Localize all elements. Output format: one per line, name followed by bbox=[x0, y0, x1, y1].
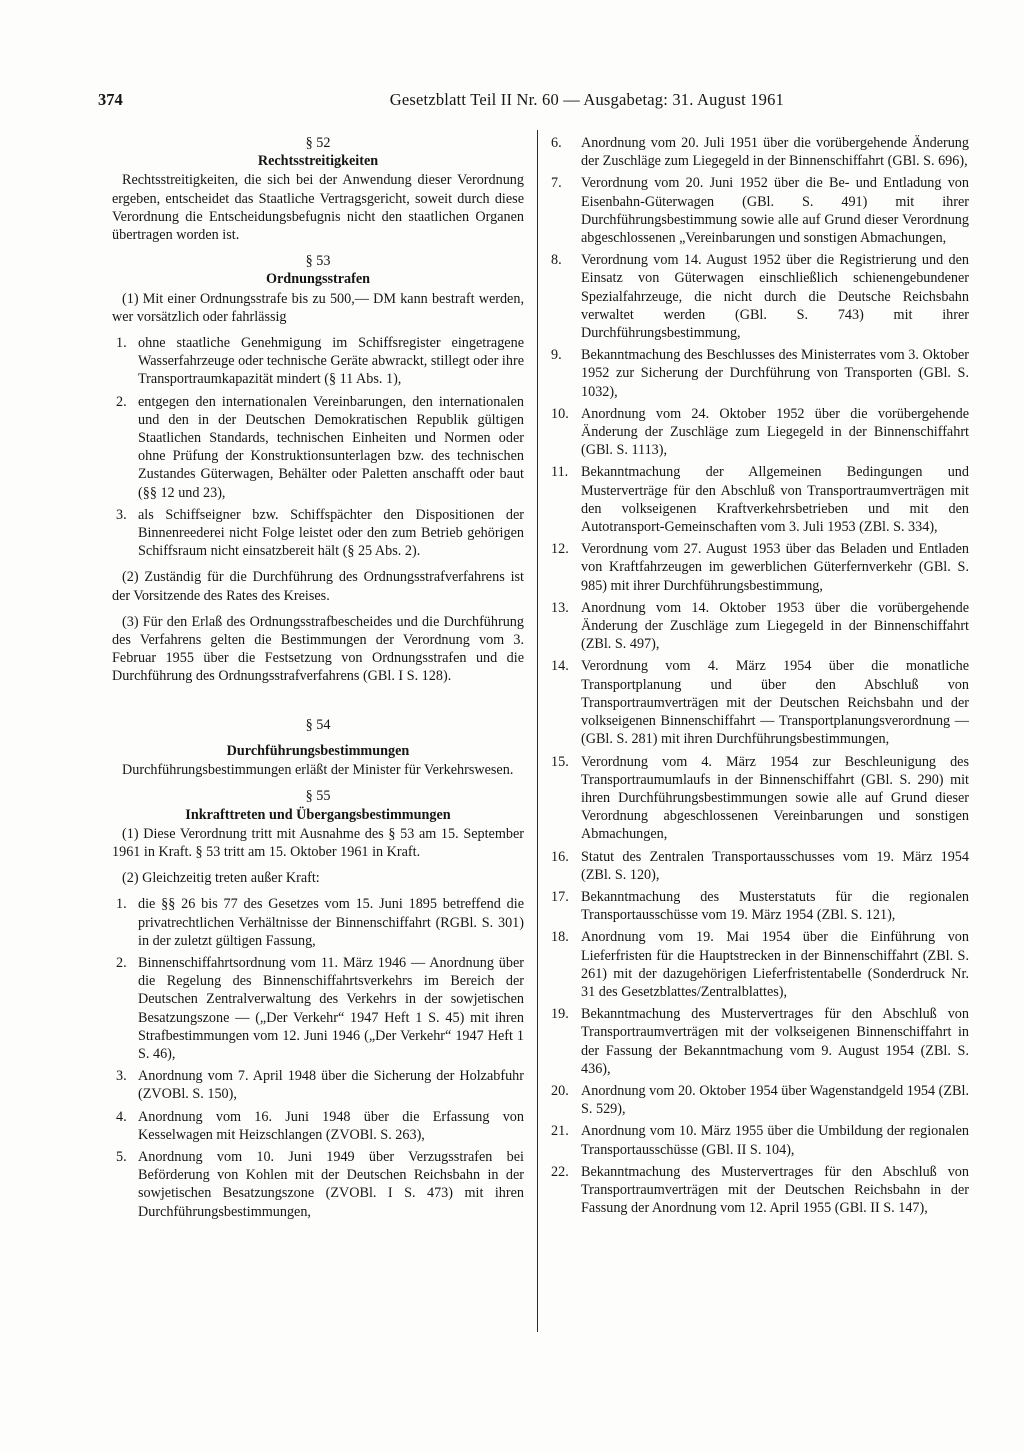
page-number: 374 bbox=[98, 90, 123, 109]
list-item bbox=[112, 895, 524, 950]
list-item bbox=[551, 1005, 969, 1078]
item-number: 1. bbox=[116, 896, 127, 913]
item-text: Verordnung vom 27. August 1953 über das Beladen und Entladen von Kraftfahrzeugen im gewerblichen Güterfernverkehr (GBl. S. 985) mit ihrer Durchführungsbestimmung, bbox=[581, 541, 969, 594]
item-number: 14. bbox=[551, 658, 569, 675]
item-text: Anordnung vom 24. Oktober 1952 über die vorübergehende Änderung der Zuschläge zum Liegegeld in der Binnenschiffahrt (GBl. S. 1113), bbox=[581, 405, 969, 459]
item-number: 15. bbox=[551, 753, 569, 770]
item-number: 10. bbox=[551, 405, 569, 422]
item-number: 13. bbox=[551, 599, 569, 616]
item-number: 20. bbox=[551, 1082, 569, 1099]
paragraph: (2) Gleichzeitig treten außer Kraft: bbox=[122, 870, 320, 887]
item-text: als Schiffseigner bzw. Schiffspächter den Dispositionen der Binnenreederei nicht Folge leistet oder den zum Betrieb gehörigen Schiffsraum nicht einsatzbereit hält (§ 25 Abs. 2). bbox=[138, 506, 524, 560]
section-number: § 55 bbox=[305, 788, 331, 805]
item-text: entgegen den internationalen Vereinbarungen, den internationalen und den in der Deutschen Demokratischen Republik gültigen Staatlichen Standards, technischen Einheiten und Normen oder ohne Prüfung der Konstruktionsunterlagen bzw. des technischen Zustandes Güterwagen, Behälter oder Paletten anschafft oder baut (§§ 12 und 23), bbox=[138, 393, 524, 501]
list-item bbox=[112, 954, 524, 1063]
column-divider bbox=[537, 130, 538, 1332]
left-column bbox=[112, 134, 524, 1229]
section-53 bbox=[112, 252, 524, 685]
item-text: Anordnung vom 20. Juli 1951 über die vorübergehende Änderung der Zuschläge zum Liegegeld in der Binnenschiffahrt (GBl. S. 696), bbox=[581, 135, 969, 170]
item-number: 1. bbox=[116, 335, 127, 352]
list-item bbox=[112, 506, 524, 561]
item-number: 16. bbox=[551, 848, 569, 865]
item-number: 19. bbox=[551, 1006, 569, 1023]
section-52 bbox=[112, 134, 524, 244]
item-number: 3. bbox=[116, 1068, 127, 1085]
item-text: Anordnung vom 10. Juni 1949 über Verzugsstrafen bei Beförderung von Kohlen mit der Deutschen Reichsbahn in der sowjetischen Besatzungszone (ZVOBl. I S. 473) mit ihren Durchführungsbestimmungen, bbox=[138, 1148, 524, 1220]
item-number: 2. bbox=[116, 954, 127, 971]
item-text: Verordnung vom 4. März 1954 über die monatliche Transportplanung und über den Abschluß von Transportraumverträgen mit der Deutschen Reichsbahn und der volkseigenen Binnenschiffahrt — Transportplanungsverordnung — (GBl. S. 281) mit ihren Durchführungsbestimmungen, bbox=[581, 658, 969, 748]
section-number: § 52 bbox=[305, 135, 331, 151]
list-item bbox=[112, 1108, 524, 1144]
item-number: 6. bbox=[551, 135, 562, 151]
item-text: Verordnung vom 4. März 1954 zur Beschleunigung des Transportraumumlaufs in der Binnenschiffahrt (GBl. S. 290) mit ihren Durchführungsbestimmungen sowie alle auf Grund dieser Verordnung abgeschlossenen Vereinbarungen und sonstigen Abmachungen, bbox=[581, 753, 969, 843]
item-number: 21. bbox=[551, 1123, 569, 1140]
item-text: ohne staatliche Genehmigung im Schiffsregister eingetragene Wasserfahrzeuge oder technische Geräte abwrackt, stillegt oder ihre Transportraumkapazität mindert (§ 11 Abs. 1), bbox=[138, 335, 524, 388]
section-54 bbox=[112, 716, 524, 780]
item-text: Bekanntmachung des Beschlusses des Ministerrates vom 3. Oktober 1952 zur Sicherung der Durchführung von Transporten (GBl. S. 1032), bbox=[581, 347, 969, 400]
item-text: Binnenschiffahrtsordnung vom 11. März 1946 — Anordnung über die Regelung des Binnenschiffahrtsverkehrs im Bereich der Deutschen Zentralverwaltung des Verkehrs in der sowjetischen Besatzungszone — („Der Verkehr“ 1947 Heft 1 S. 45) mit ihren Strafbestimmungen vom 12. Juni 1946 („Der Verkehr“ 1947 Heft 1 S. 46), bbox=[138, 954, 524, 1062]
item-text: Bekanntmachung des Mustervertrages für den Abschluß von Transportraumverträgen mit der Deutschen Reichsbahn in der Fassung der Anordnung vom 12. April 1955 (GBl. II S. 147), bbox=[581, 1163, 969, 1217]
item-text: die §§ 26 bis 77 des Gesetzes vom 15. Juni 1895 betreffend die privatrechtlichen Verhältnisse der Binnenschiffahrt (RGBl. S. 301) in der zuletzt gültigen Fassung, bbox=[138, 896, 524, 949]
list-item bbox=[551, 251, 969, 342]
section-title: Durchführungsbestimmungen bbox=[226, 742, 410, 759]
list-item bbox=[112, 1067, 524, 1103]
paragraph: Rechtsstreitigkeiten, die sich bei der Anwendung dieser Verordnung ergeben, entscheidet das Staatliche Vertragsgericht, soweit durch diese Verordnung die Entscheidungsbefugnis nicht den staatlichen Organen übertragen worden ist. bbox=[112, 172, 524, 244]
running-head: Gesetzblatt Teil II Nr. 60 — Ausgabetag: 31. August 1961 bbox=[389, 90, 784, 109]
item-text: Anordnung vom 10. März 1955 über die Umbildung der regionalen Transportausschüsse (GBl. II S. 104), bbox=[581, 1123, 969, 1158]
item-number: 17. bbox=[551, 888, 569, 905]
list-item bbox=[551, 753, 969, 844]
section-title: Ordnungsstrafen bbox=[265, 271, 371, 288]
list-item bbox=[551, 657, 969, 748]
item-number: 3. bbox=[116, 506, 127, 523]
item-number: 18. bbox=[551, 929, 569, 946]
list-item bbox=[551, 888, 969, 924]
item-number: 22. bbox=[551, 1163, 569, 1180]
section-title: Inkrafttreten und Übergangsbestimmungen bbox=[185, 806, 451, 823]
list-item bbox=[551, 540, 969, 595]
paragraph: (3) Für den Erlaß des Ordnungsstrafbescheides und die Durchführung des Verfahrens gelten die Bestimmungen der Verordnung vom 3. Februar 1955 über die Festsetzung von Ordnungsstrafen und die Durchführung des Ordnungsstrafverfahrens (GBl. I S. 128). bbox=[112, 613, 524, 685]
item-text: Bekanntmachung des Mustervertrages für den Abschluß von Transportraumverträgen mit der volkseigenen Binnenschiffahrt in der Fassung der Bekanntmachung vom 9. August 1954 (ZBl. S. 436), bbox=[581, 1006, 969, 1077]
item-number: 11. bbox=[551, 464, 569, 481]
paragraph: (1) Diese Verordnung tritt mit Ausnahme des § 53 am 15. September 1961 in Kraft. § 53 tritt am 15. Oktober 1961 in Kraft. bbox=[112, 825, 524, 860]
list-item bbox=[112, 1148, 524, 1221]
section-number: § 54 bbox=[305, 716, 331, 733]
item-number: 4. bbox=[116, 1108, 127, 1125]
paragraph: (2) Zuständig für die Durchführung des Ordnungsstrafverfahrens ist der Vorsitzende des Rates des Kreises. bbox=[112, 569, 524, 604]
item-text: Anordnung vom 14. Oktober 1953 über die vorübergehende Änderung der Zuschläge zum Liegegeld in der Binnenschiffahrt (ZBl. S. 497), bbox=[581, 599, 969, 653]
list-item bbox=[112, 334, 524, 389]
item-text: Verordnung vom 14. August 1952 über die Registrierung und den Einsatz von Güterwagen einschließlich schienengebundener Spezialfahrzeuge, die nicht durch die Deutsche Reichsbahn verwaltet werden (GBl. S. 743) mit ihrer Durchführungsbestimmung, bbox=[581, 252, 969, 342]
item-number: 5. bbox=[116, 1148, 127, 1165]
item-text: Verordnung vom 20. Juni 1952 über die Be- und Entladung von Eisenbahn-Güterwagen (GBl. S. 491) mit ihrer Durchführungsbestimmung sowie alle auf Grund dieser Verordnung abgeschlossenen „Vereinbarungen und sonstigen Abmachungen, bbox=[581, 175, 969, 247]
item-number: 9. bbox=[551, 347, 562, 364]
item-number: 8. bbox=[551, 252, 562, 269]
item-text: Anordnung vom 7. April 1948 über die Sicherung der Holzabfuhr (ZVOBl. S. 150), bbox=[138, 1068, 524, 1103]
list-item bbox=[551, 928, 969, 1001]
item-text: Bekanntmachung der Allgemeinen Bedingungen und Musterverträge für den Abschluß von Transportraumverträgen mit den volkseigenen Kraftverkehrsbetrieben und mit den Autotransport-Gemeinschaften vom 3. Juli 1953 (ZBl. S. 334), bbox=[581, 464, 969, 536]
list-item bbox=[112, 393, 524, 502]
list-item bbox=[551, 1082, 969, 1118]
right-column bbox=[551, 134, 969, 1225]
repeal-list-continued bbox=[551, 134, 969, 1217]
paragraph: (1) Mit einer Ordnungsstrafe bis zu 500,— DM kann bestraft werden, wer vorsätzlich oder fahrlässig bbox=[112, 290, 524, 325]
offense-list bbox=[112, 334, 524, 560]
item-text: Statut des Zentralen Transportausschusses vom 19. März 1954 (ZBl. S. 120), bbox=[581, 848, 969, 883]
list-item bbox=[551, 1122, 969, 1158]
item-text: Bekanntmachung des Musterstatuts für die regionalen Transportausschüsse vom 19. März 1954 (ZBl. S. 121), bbox=[581, 888, 969, 924]
list-item bbox=[551, 174, 969, 247]
item-text: Anordnung vom 20. Oktober 1954 über Wagenstandgeld 1954 (ZBl. S. 529), bbox=[581, 1082, 969, 1118]
section-title: Rechtsstreitigkeiten bbox=[257, 153, 379, 170]
page-header bbox=[98, 90, 784, 114]
list-item bbox=[551, 1163, 969, 1218]
list-item bbox=[551, 134, 969, 170]
section-55 bbox=[112, 787, 524, 1220]
paragraph: Durchführungsbestimmungen erläßt der Minister für Verkehrswesen. bbox=[122, 762, 514, 779]
item-number: 12. bbox=[551, 541, 569, 558]
list-item bbox=[551, 463, 969, 536]
list-item bbox=[551, 346, 969, 401]
spacer bbox=[112, 694, 524, 716]
item-number: 2. bbox=[116, 393, 127, 410]
item-text: Anordnung vom 19. Mai 1954 über die Einführung von Lieferfristen für die Hauptstrecken in der Binnenschiffahrt (ZBl. S. 261) mit der dazugehörigen Lieferfristentabelle (Sonderdruck Nr. 31 des Gesetzblattes/Zentralblattes), bbox=[581, 929, 969, 1000]
item-number: 7. bbox=[551, 175, 562, 192]
spacer bbox=[112, 734, 524, 742]
repeal-list bbox=[112, 895, 524, 1220]
item-text: Anordnung vom 16. Juni 1948 über die Erfassung von Kesselwagen mit Heizschlangen (ZVOBl. S. 263), bbox=[138, 1108, 524, 1143]
section-number: § 53 bbox=[305, 253, 331, 270]
list-item bbox=[551, 599, 969, 654]
list-item bbox=[551, 405, 969, 460]
list-item bbox=[551, 848, 969, 884]
